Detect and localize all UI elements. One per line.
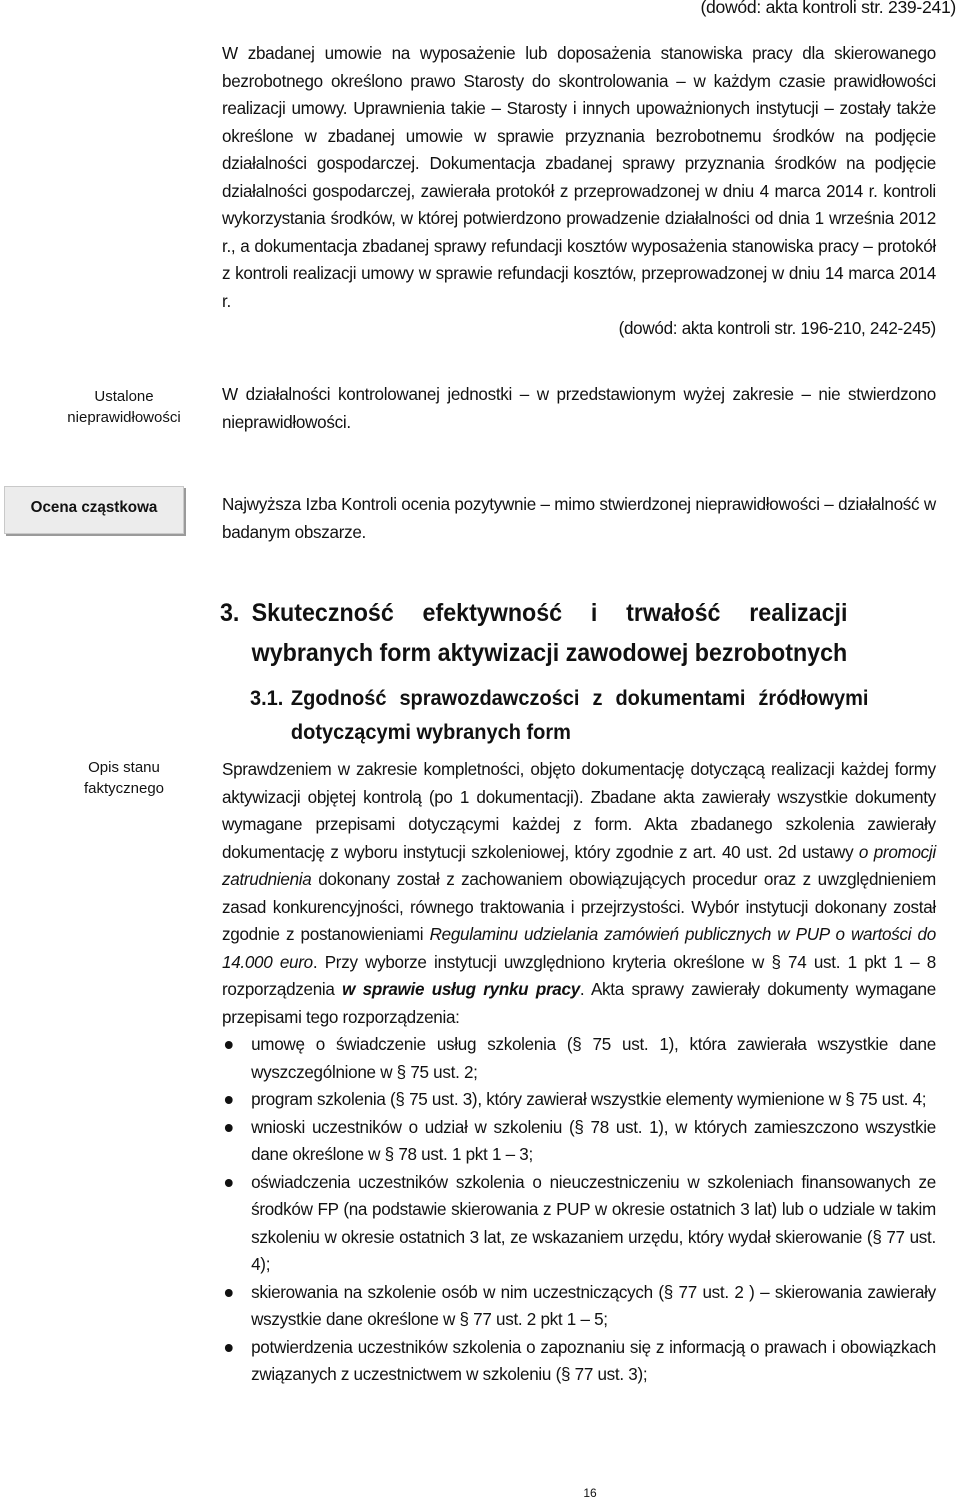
opis-text-1: Sprawdzeniem w zakresie kompletności, objęto dokumentację dotyczącą realizacji każdej formy aktywizacji objętej kontrolą (po 1 dokumentacji). Zbadane akta zawierały wszystkie dokumenty wymagane przepisami dotyczącymi każdej z form. Akta zbadanego szkolenia zawierały dokumentację z wyboru instytucji szkoleniowej, który zgodnie z art. 40 ust. 2d ustawy: [222, 759, 936, 862]
bullet-icon: [225, 1096, 233, 1104]
list-item: [222, 1114, 936, 1169]
page-number: 16: [583, 1486, 597, 1500]
list-item-text: potwierdzenia uczestników szkolenia o zapoznaniu się z informacją o prawach i obowiązkach związanych z uczestnictwem w szkoleniu (§ 77 ust. 3);: [251, 1336, 936, 1384]
heading-3-1-line2: dotyczącymi wybranych form: [290, 720, 571, 744]
opis-label-line2: faktycznego: [83, 780, 165, 797]
list-item: [222, 1086, 936, 1114]
ocena-text: [222, 490, 936, 546]
ustalone-paragraph: W działalności kontrolowanej jednostki – w przedstawionym wyżej zakresie – nie stwierdzono nieprawidłowości.: [222, 384, 936, 432]
list-item: [222, 1279, 936, 1334]
heading-3-1: [250, 681, 938, 749]
ocena-paragraph: Najwyższa Izba Kontroli ocenia pozytywnie – mimo stwierdzonej nieprawidłowości – działalność w badanym obszarze.: [222, 494, 936, 542]
opis-text-3: . Przy wyborze instytucji uwzględniono kryteria określone w § 74 ust. 1 pkt 1 – 8 rozporządzenia: [222, 951, 936, 999]
list-item: [222, 1334, 936, 1389]
opis-text-4: . Akta sprawy zawierały dokumenty wymagane przepisami tego rozporządzenia:: [222, 979, 936, 1027]
opis-body: [222, 756, 936, 1389]
bullet-icon: [225, 1041, 233, 1049]
bullet-icon: [225, 1289, 233, 1297]
ocena-czastkowa-label: Ocena cząstkowa: [30, 499, 158, 516]
opis-italic-rozporzadzenie: w sprawie usług rynku pracy: [342, 979, 580, 999]
ocena-czastkowa-box: [4, 486, 184, 534]
ustalone-label-line2: nieprawidłowości: [67, 409, 181, 426]
opis-italic-regulamin: Regulaminu udzielania zamówień publicznych w PUP o wartości do 14.000 euro: [222, 924, 936, 972]
list-item-text: skierowania na szkolenie osób w nim uczestniczących (§ 77 ust. 2 ) – skierowania zawierały wszystkie dane określone w § 77 ust. 2 pkt 1 – 5;: [251, 1281, 936, 1329]
heading-3-1-line1: Zgodność sprawozdawczości z dokumentami źródłowymi: [290, 686, 869, 710]
top-citation: (dowód: akta kontroli str. 239-241): [700, 0, 956, 17]
heading-3-line1: Skuteczność efektywność i trwałość realizacji: [251, 599, 848, 627]
heading-3: [220, 593, 927, 673]
list-item-text: umowę o świadczenie usług szkolenia (§ 75 ust. 1), która zawierała wszystkie dane wyszczególnione w § 75 ust. 2;: [251, 1034, 936, 1082]
list-item-text: wnioski uczestników o udział w szkoleniu (§ 78 ust. 1), w których zamieszczono wszystkie dane określone w § 78 ust. 1 pkt 1 – 3;: [251, 1116, 936, 1164]
opis-paragraph: [222, 756, 936, 1031]
opis-label-line1: Opis stanu: [88, 759, 160, 776]
bullet-icon: [225, 1124, 233, 1132]
section-paragraph-umowa: [222, 40, 936, 343]
bullet-list: [222, 1031, 936, 1389]
ustalone-text: [222, 381, 936, 436]
heading-3-1-number: 3.1.: [250, 686, 284, 710]
list-item: [222, 1031, 936, 1086]
list-item-text: oświadczenia uczestników szkolenia o nieuczestniczeniu w szkoleniach finansowanych ze środków FP (na podstawie skierowania z PUP w okresie ostatnich 3 lat) lub o udziale w takim szkoleniu w okresie ostatnich 3 lat, ze wskazaniem urzędu, który wydał skierowanie (§ 77 ust. 4);: [251, 1171, 936, 1274]
heading-3-line2: wybranych form aktywizacji zawodowej bezrobotnych: [251, 639, 848, 667]
heading-3-number: 3.: [220, 599, 240, 627]
citation-196: (dowód: akta kontroli str. 196-210, 242-245): [618, 318, 936, 338]
ustalone-label-line1: Ustalone: [94, 388, 154, 405]
paragraph-umowa-text: W zbadanej umowie na wyposażenie lub doposażenia stanowiska pracy dla skierowanego bezrobotnego określono prawo Starosty do skontrolowania – w każdym czasie prawidłowości realizacji umowy. Uprawnienia takie – Starosty i innych upoważnionych instytucji – zostały także określone w zbadanej umowie w sprawie przyznania bezrobotnemu środków na podjęcie działalności gospodarczej. Dokumentacja zbadanej sprawy przyznania środków na podjęcie działalności gospodarczej, zawierała protokół z przeprowadzonej w dniu 4 marca 2014 r. kontroli wykorzystania środków, w której potwierdzono prowadzenie działalności od dnia 1 września 2012 r., a dokumentacja zbadanej sprawy refundacji kosztów wyposażenia stanowiska pracy – protokół z kontroli realizacji umowy w sprawie refundacji kosztów, przeprowadzonej w dniu 14 marca 2014 r.: [222, 43, 936, 311]
side-label-ustalone: [36, 386, 212, 428]
opis-text-2: dokonany został z zachowaniem obowiązujących procedur oraz z uwzględnieniem zasad konkurencyjności, równego traktowania i przejrzystości. Wybór instytucji dokonany został zgodnie z postanowieniami: [222, 869, 936, 944]
bullet-icon: [225, 1179, 233, 1187]
opis-italic-ustawa: o promocji zatrudnienia: [222, 841, 936, 889]
bullet-icon: [225, 1344, 233, 1352]
side-label-opis: [36, 757, 212, 799]
list-item: [222, 1169, 936, 1279]
list-item-text: program szkolenia (§ 75 ust. 3), który zawierał wszystkie elementy wymienione w § 75 ust. 4;: [251, 1089, 927, 1109]
